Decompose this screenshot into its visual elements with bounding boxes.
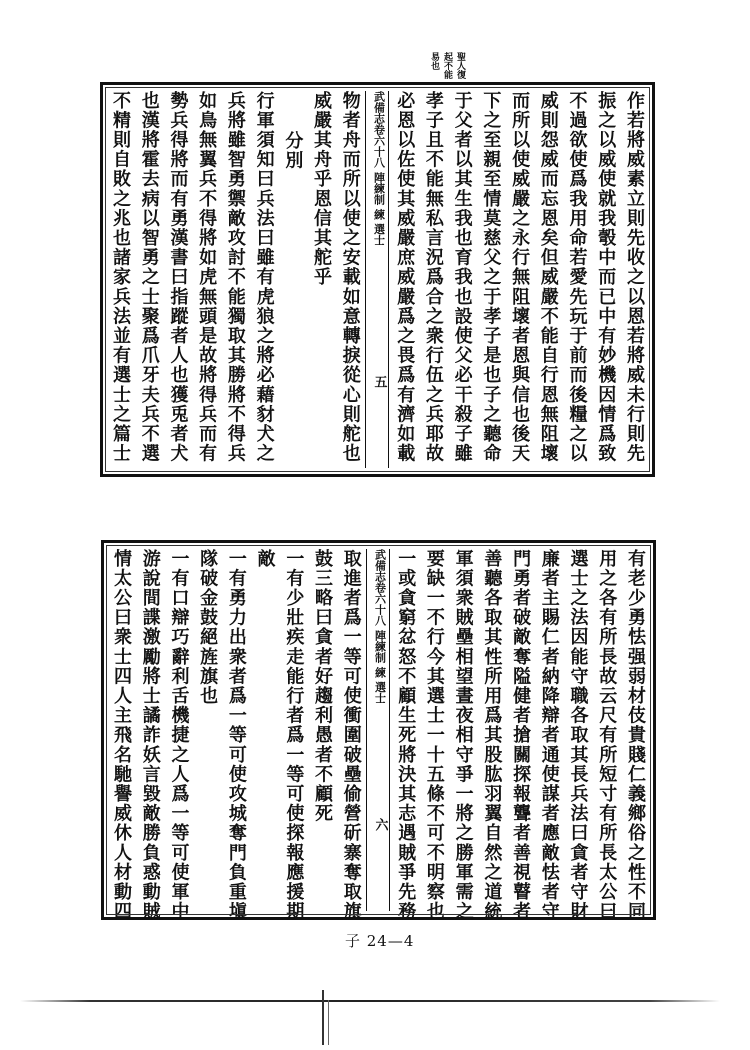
text-columns (107, 91, 648, 468)
book-title-label: 武備志卷六十八 陣練制 練 選士 (372, 91, 386, 246)
header-note-line: 起不能 (442, 52, 452, 79)
text-column: 下之至親至情莫慈父之于孝子是也子之聽命 (480, 91, 502, 464)
book-title-label: 武備志卷六十八 陣練制 練 選士 (373, 549, 387, 704)
text-column: 善聽各取其性所用爲其股肱羽翼自然之道統 (481, 549, 503, 922)
text-column: 一有少壯疾走能行者爲一等可使探報應援期 (283, 549, 305, 922)
text-column: 要缺一不行今其選士一十五條不可不明察也 (423, 549, 445, 922)
folio-number: 六 (372, 818, 388, 831)
text-column: 情太公曰衆士四人主飛名馳譽威休人材動四 (111, 549, 132, 922)
page-number-label: 子 24—4 (345, 932, 415, 950)
scan-binding-mark (328, 1000, 329, 1045)
text-column: 一有勇力出衆者爲一等可使攻城奪門負重塡 (225, 549, 247, 922)
text-column: 一或貪窮忿怒不顧生死將決其志遇賊爭先務 (395, 549, 417, 922)
center-margin-label (366, 549, 390, 911)
text-column: 于父者以其生我也育我也設使父必干殺子雖 (451, 91, 473, 464)
text-column: 威嚴其舟乎恩信其舵乎 (311, 91, 333, 287)
text-column: 行軍須知曰兵法曰雖有虎狼之將必藉豺犬之 (253, 91, 275, 464)
text-column: 而所以使威嚴之永行無阻壞者恩與信也後天 (509, 91, 531, 464)
text-column: 必恩以佐使其威嚴庶威嚴爲之畏爲有濟如載 (394, 91, 416, 464)
text-column: 用之各有所長故云尺有所短寸有所長太公曰 (596, 549, 618, 922)
section-heading: 分別 (282, 131, 304, 171)
text-column: 取進者爲一等可使衝圍破壘偷營斫寨奪取旗 (340, 549, 362, 922)
text-column: 不精則自敗之兆也諸家兵法並有選士之篇士 (110, 91, 131, 464)
text-column: 威則怨威而忘恩矣但威嚴不能自行恩無阻壞 (537, 91, 559, 464)
header-note (428, 52, 465, 79)
text-column: 廉者主賜仁者納降辯者通使謀者應敵怯者守 (538, 549, 560, 922)
text-column: 一有口辯巧辭利舌機捷之人爲一等可使軍中 (168, 549, 190, 922)
text-column: 游說間諜激勵將士譎詐妖言毀敵勝負惑動賊 (139, 549, 161, 922)
text-column: 不過欲使爲我用命若愛先玩于前而後糧之以 (566, 91, 588, 464)
text-column: 作若將威素立則先收之以恩若將威未行則先 (623, 91, 645, 464)
text-column: 如鳥無翼兵不得將如虎無頭是故將得兵而有 (196, 91, 218, 464)
text-column: 鼓三略曰貪者好趨利愚者不顧死 (312, 549, 334, 824)
folio-number: 五 (371, 375, 387, 388)
top-page-panel (100, 82, 655, 477)
text-column: 門勇者破敵奪隘健者搶關探報聾者善視瞽者 (510, 549, 532, 922)
text-column: 選士之法因能守職各取其長兵法曰貪者守財 (567, 549, 589, 922)
text-column: 敵 (254, 549, 276, 569)
text-columns (108, 549, 649, 922)
bottom-page-panel (101, 540, 656, 920)
text-column: 兵將雖智勇禦敵攻討不能獨取其勝將不得兵 (224, 91, 246, 464)
text-column: 勢兵得將而有勇漢書曰指蹤者人也獲兎者犬 (167, 91, 189, 464)
text-column: 軍須衆賊壘相望晝夜相守爭一將之勝軍需之 (452, 549, 474, 922)
text-column: 物者舟而所以使之安載如意轉捩從心則舵也 (339, 91, 361, 464)
header-note-line: 易也 (429, 52, 439, 70)
text-column: 隊破金鼓絕旌旗也 (197, 549, 219, 706)
text-column: 有老少勇怯强弱材伎貴賤仁義鄉俗之性不同 (624, 549, 646, 922)
text-column: 孝子且不能無私言況爲合之衆行伍之兵耶故 (422, 91, 444, 464)
scan-edge-line (20, 1000, 720, 1002)
text-column: 振之以威使就我彀中而已中有妙機因情爲致 (595, 91, 617, 464)
header-note-line: 聖人復 (455, 52, 465, 79)
scan-binding-mark (322, 990, 324, 1045)
text-column: 也漢將霍去病以智勇之士聚爲爪牙夫兵不選 (138, 91, 160, 464)
center-margin-label (365, 91, 389, 468)
